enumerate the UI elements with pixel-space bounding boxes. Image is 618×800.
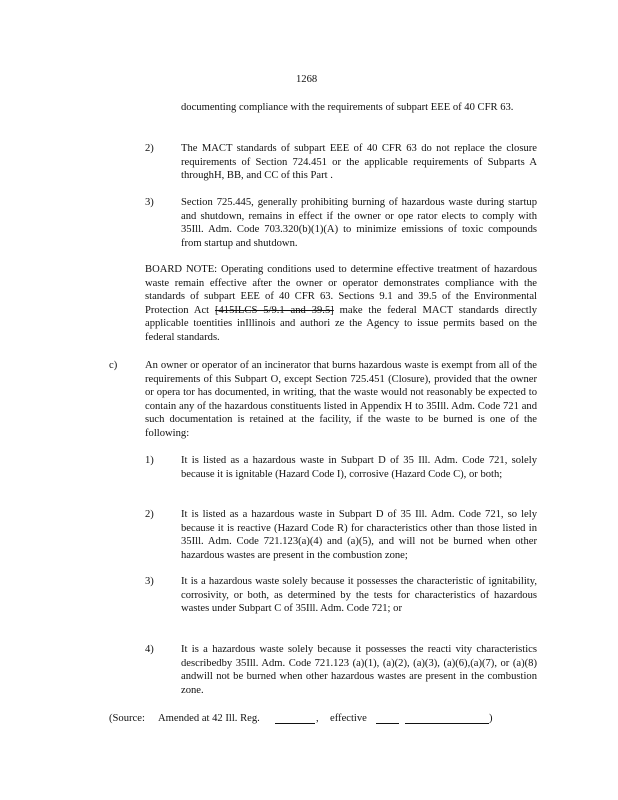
board-note-struck-citation: [415ILCS 5/9.1 and 39.5] bbox=[214, 304, 334, 316]
list-item-number: 1) bbox=[145, 455, 154, 466]
board-note-text-after: make the federal MACT standards directly applicable toentities inIllinois and authori ze the Agency to issue permits based on the federal standards. bbox=[145, 304, 537, 343]
effective-date-blank-2 bbox=[405, 713, 489, 724]
board-note-text-before: BOARD NOTE: Operating conditions used to determine effective treatment of hazardous waste remain effective after the owner or operator demonstrates compliance with the standards of subpart EEE of 40 CFR 63. Sections 9.1 and 39.5 of the Environmental Protection Act bbox=[145, 264, 537, 316]
item-3-number: 3) bbox=[145, 197, 154, 208]
source-text: Amended at 42 Ill. Reg. bbox=[158, 713, 260, 724]
list-item-number: 3) bbox=[145, 576, 154, 587]
register-blank bbox=[275, 713, 315, 724]
source-comma: , bbox=[316, 713, 319, 724]
effective-date-blank-1 bbox=[376, 713, 399, 724]
source-effective: effective bbox=[330, 713, 367, 724]
list-item-text: It is a hazardous waste solely because it possesses the characteristic of ignitability, corrosivity, or both, as determined by the tests for characteristics of hazardous wastes under Subpart C of 35Ill. Adm. Code 721; or bbox=[181, 576, 537, 615]
list-item-text: It is listed as a hazardous waste in Subpart D of 35 Ill. Adm. Code 721, so lely because it is reactive (Hazard Code R) for characteristics other than those listed in 35Ill. Adm. Code 721.123(a)(4) and (a)(5), and will not be burned when other hazardous wastes are present in the combustion zone; bbox=[181, 509, 537, 561]
item-2-text: The MACT standards of subpart EEE of 40 CFR 63 do not replace the closure requirements of Section 724.451 or the applicable requirements of Subparts A throughH, BB, and CC of this Part . bbox=[181, 143, 537, 182]
list-item-text: It is a hazardous waste solely because it possesses the reacti vity characteristics describedby 35Ill. Adm. Code 721.123 (a)(1), (a)(2), (a)(3), (a)(6),(a)(7), or (a)(8) andwill not be burned when other hazardous wastes are present in the combustion zone. bbox=[181, 644, 537, 696]
source-open: (Source: bbox=[109, 713, 145, 724]
list-item-number: 4) bbox=[145, 644, 154, 655]
item-2-number: 2) bbox=[145, 143, 154, 154]
list-item-number: 2) bbox=[145, 509, 154, 520]
board-note bbox=[145, 263, 537, 345]
list-item-text: It is listed as a hazardous waste in Subpart D of 35 Ill. Adm. Code 721, solely because it is ignitable (Hazard Code I), corrosive (Hazard Code C), or both; bbox=[181, 455, 537, 480]
section-c-label: c) bbox=[109, 360, 118, 371]
page-number: 1268 bbox=[296, 74, 318, 85]
item-3-text: Section 725.445, generally prohibiting burning of hazardous waste during startup and shutdown, remains in effect if the owner or ope rator elects to comply with 35Ill. Adm. Code 703.320(b)(1)(A) to minimize emissions of toxic compounds from startup and shutdown. bbox=[181, 197, 537, 249]
source-close: ) bbox=[489, 713, 493, 724]
item-1-continuation: documenting compliance with the requirements of subpart EEE of 40 CFR 63. bbox=[181, 102, 514, 113]
section-c-text: An owner or operator of an incinerator that burns hazardous waste is exempt from all of the requirements of this Subpart O, except Section 725.451 (Closure), provided that the owner or opera tor has documented, in writing, that the waste would not reasonably be expected to contain any of the hazardous constituents listed in Appendix H to 35Ill. Adm. Code 721 and such documentation is retained at the facility, if the waste to be burned is one of the following: bbox=[145, 360, 537, 439]
